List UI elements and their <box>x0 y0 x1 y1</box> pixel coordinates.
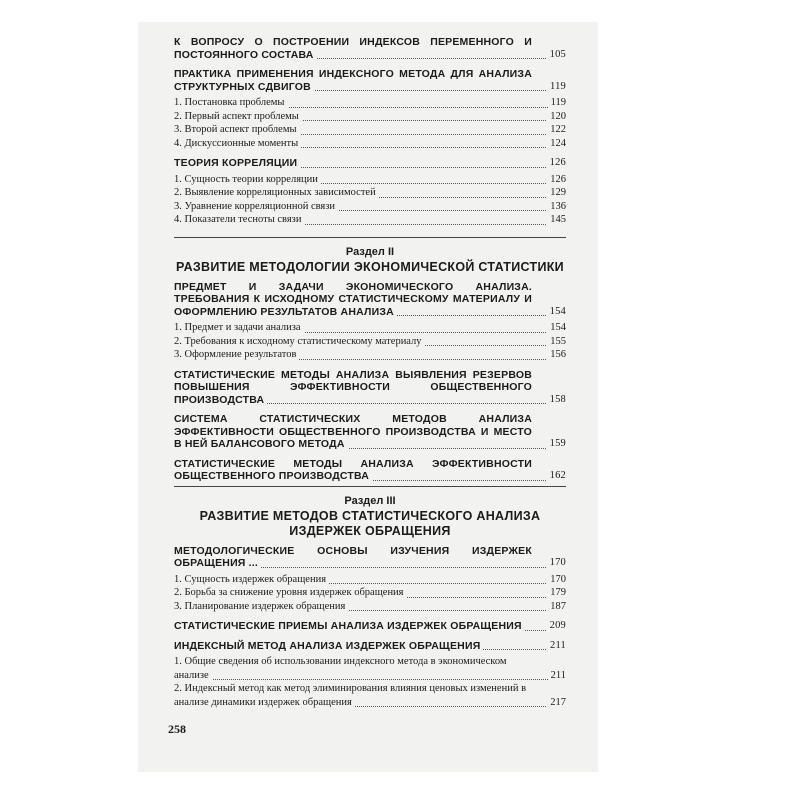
entry-title: СТАТИСТИЧЕСКИЕ МЕТОДЫ АНАЛИЗА ЭФФЕКТИВНОСТИ ОБЩЕСТВЕННОГО ПРОИЗВОДСТВА <box>174 457 532 482</box>
entry-page-number: 136 <box>547 200 566 214</box>
entry-page-number: 156 <box>547 348 566 362</box>
section-title: РАЗВИТИЕ МЕТОДОЛОГИИ ЭКОНОМИЧЕСКОЙ СТАТИСТИКИ <box>176 259 564 274</box>
entry-page-number: 120 <box>547 110 566 124</box>
table-of-contents <box>174 36 566 716</box>
entry-page-number: 119 <box>548 96 566 110</box>
toc-subentry <box>174 600 566 614</box>
toc-chapter <box>174 68 566 93</box>
entry-page-number: 154 <box>547 321 566 335</box>
toc-block-c <box>174 545 566 717</box>
entry-page-number: 119 <box>547 81 566 94</box>
entry-page-number: 170 <box>547 557 566 570</box>
toc-subentry <box>174 682 566 709</box>
toc-subentry <box>174 348 566 362</box>
toc-subentry <box>174 173 566 187</box>
toc-chapter <box>174 640 566 653</box>
entry-title: 2. Выявление корреляционных зависимостей <box>174 187 379 198</box>
entry-page-number: 170 <box>547 573 566 587</box>
entry-title: 2. Индексный метод как метод элиминирования влияния ценовых изменений в анализе динамики издержек обращения <box>174 683 527 708</box>
entry-title: 1. Предмет и задачи анализа <box>174 322 304 333</box>
section-divider <box>174 237 566 238</box>
entry-title: 3. Оформление результатов <box>174 349 299 360</box>
toc-subentry <box>174 110 566 124</box>
entry-page-number: 159 <box>547 438 566 451</box>
entry-page-number: 211 <box>547 640 566 653</box>
entry-page-number: 129 <box>547 186 566 200</box>
toc-chapter <box>174 281 566 319</box>
entry-page-number: 126 <box>547 157 566 170</box>
entry-title: 3. Второй аспект проблемы <box>174 124 300 135</box>
entry-page-number: 162 <box>547 470 566 483</box>
dot-leader <box>174 679 566 680</box>
toc-subentry <box>174 213 566 227</box>
toc-block-a <box>174 36 566 234</box>
entry-title: МЕТОДОЛОГИЧЕСКИЕ ОСНОВЫ ИЗУЧЕНИЯ ИЗДЕРЖЕК ОБРАЩЕНИЯ ... <box>174 544 532 569</box>
entry-page-number: 211 <box>548 669 566 683</box>
toc-subentry <box>174 186 566 200</box>
entry-title: 3. Уравнение корреляционной связи <box>174 201 338 212</box>
entry-title: ИНДЕКСНЫЙ МЕТОД АНАЛИЗА ИЗДЕРЖЕК ОБРАЩЕНИЯ <box>174 640 483 652</box>
entry-page-number: 179 <box>547 586 566 600</box>
entry-page-number: 145 <box>547 213 566 227</box>
entry-page-number: 217 <box>547 696 566 710</box>
toc-chapter <box>174 369 566 407</box>
toc-subentry <box>174 335 566 349</box>
toc-subentry <box>174 655 566 682</box>
entry-title: СТАТИСТИЧЕСКИЕ ПРИЕМЫ АНАЛИЗА ИЗДЕРЖЕК ОБРАЩЕНИЯ <box>174 620 525 632</box>
entry-title: ТЕОРИЯ КОРРЕЛЯЦИИ <box>174 157 300 169</box>
toc-block-b <box>174 281 566 483</box>
entry-title: 4. Дискуссионные моменты <box>174 138 301 149</box>
section-label: Раздел III <box>344 494 396 507</box>
entry-page-number: 122 <box>547 123 566 137</box>
toc-chapter <box>174 458 566 483</box>
entry-title: 1. Общие сведения об использовании индексного метода в экономическом анализе <box>174 656 507 681</box>
toc-subentry <box>174 123 566 137</box>
entry-title: 2. Первый аспект проблемы <box>174 111 302 122</box>
toc-chapter <box>174 413 566 451</box>
entry-page-number: 154 <box>547 306 566 319</box>
entry-page-number: 209 <box>547 620 566 633</box>
section-divider <box>174 486 566 487</box>
page-number: 258 <box>168 722 186 736</box>
entry-title: К ВОПРОСУ О ПОСТРОЕНИИ ИНДЕКСОВ ПЕРЕМЕННОГО И ПОСТОЯННОГО СОСТАВА <box>174 36 532 61</box>
entry-title: СТАТИСТИЧЕСКИЕ МЕТОДЫ АНАЛИЗА ВЫЯВЛЕНИЯ РЕЗЕРВОВ ПОВЫШЕНИЯ ЭФФЕКТИВНОСТИ ОБЩЕСТВЕННОГО ПРОИЗВОДСТВА <box>174 368 532 406</box>
entry-title: ПРАКТИКА ПРИМЕНЕНИЯ ИНДЕКСНОГО МЕТОДА ДЛЯ АНАЛИЗА СТРУКТУРНЫХ СДВИГОВ <box>174 68 532 93</box>
entry-title: 4. Показатели тесноты связи <box>174 214 304 225</box>
entry-page-number: 155 <box>547 335 566 349</box>
toc-subentry <box>174 96 566 110</box>
entry-title: 1. Постановка проблемы <box>174 97 288 108</box>
entry-title: 1. Сущность теории корреляции <box>174 174 321 185</box>
entry-title: 1. Сущность издержек обращения <box>174 574 329 585</box>
entry-page-number: 124 <box>547 137 566 151</box>
toc-subentry <box>174 573 566 587</box>
entry-title: ПРЕДМЕТ И ЗАДАЧИ ЭКОНОМИЧЕСКОГО АНАЛИЗА. ТРЕБОВАНИЯ К ИСХОДНОМУ СТАТИСТИЧЕСКОМУ МАТЕРИАЛУ И ОФОРМЛЕНИЮ РЕЗУЛЬТАТОВ АНАЛИЗА <box>174 280 532 318</box>
toc-subentry <box>174 586 566 600</box>
toc-chapter <box>174 620 566 633</box>
entry-title: 2. Требования к исходному статистическому материалу <box>174 336 425 347</box>
section-label: Раздел II <box>345 245 395 258</box>
entry-page-number: 158 <box>547 394 566 407</box>
toc-chapter <box>174 157 566 170</box>
toc-subentry <box>174 200 566 214</box>
section-title: РАЗВИТИЕ МЕТОДОВ СТАТИСТИЧЕСКОГО АНАЛИЗА ИЗДЕРЖЕК ОБРАЩЕНИЯ <box>199 508 541 538</box>
entry-page-number: 126 <box>547 173 566 187</box>
entry-title: 3. Планирование издержек обращения <box>174 601 348 612</box>
toc-chapter <box>174 545 566 570</box>
toc-subentry <box>174 137 566 151</box>
entry-page-number: 105 <box>547 49 566 62</box>
toc-chapter <box>174 36 566 61</box>
toc-subentry <box>174 321 566 335</box>
entry-title: 2. Борьба за снижение уровня издержек обращения <box>174 587 407 598</box>
entry-page-number: 187 <box>547 600 566 614</box>
entry-title: СИСТЕМА СТАТИСТИЧЕСКИХ МЕТОДОВ АНАЛИЗА ЭФФЕКТИВНОСТИ ОБЩЕСТВЕННОГО ПРОИЗВОДСТВА И МЕСТО В НЕЙ БАЛАНСОВОГО МЕТОДА <box>174 413 532 450</box>
book-page <box>138 22 598 772</box>
